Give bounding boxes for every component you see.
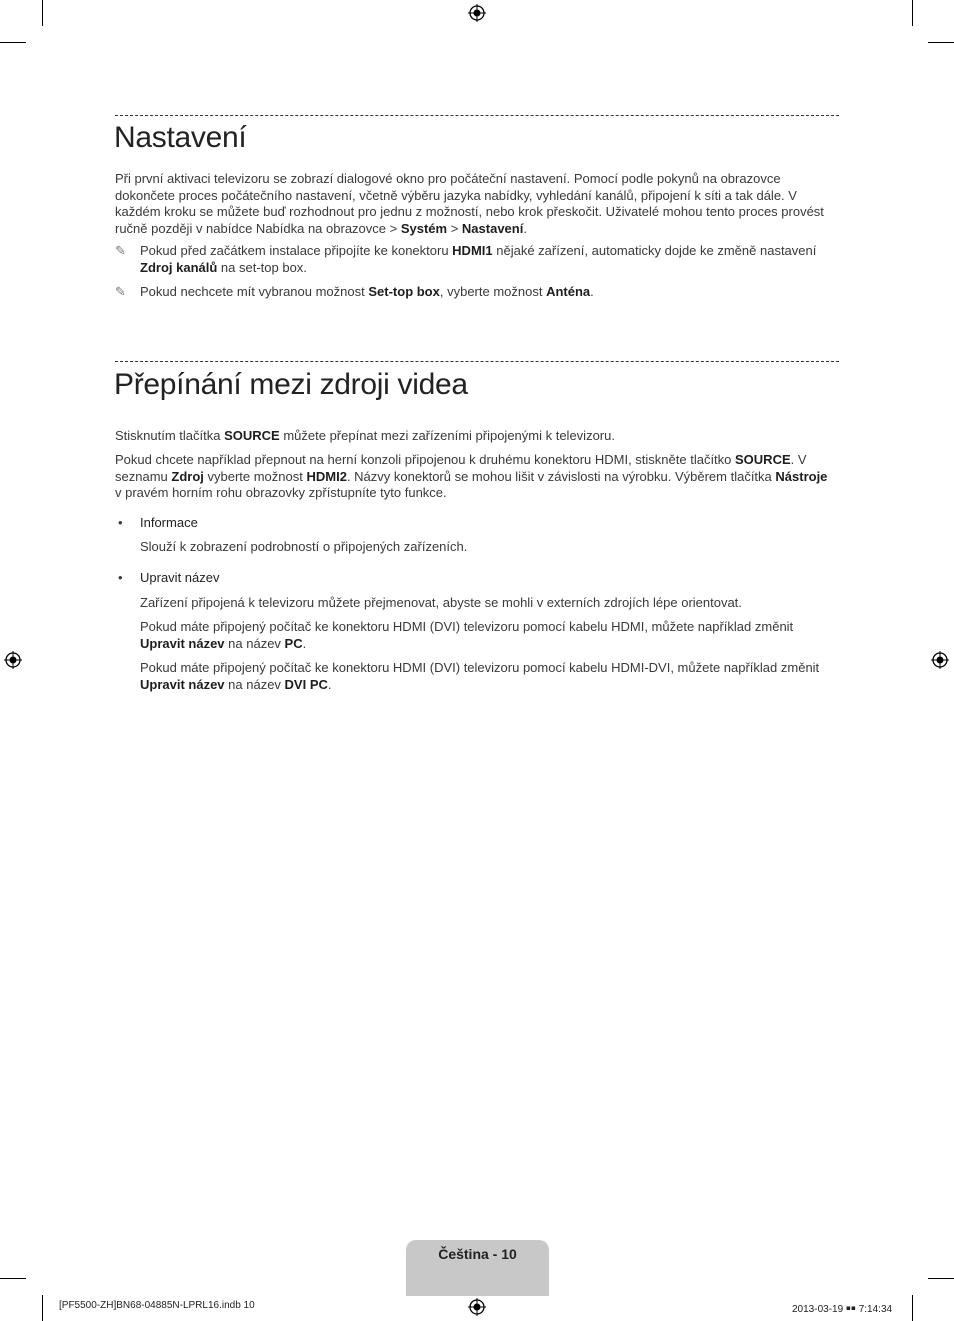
section-divider bbox=[115, 115, 839, 116]
upravit-nazev-hdmi-dvi: Pokud máte připojený počítač ke konektoru HDMI (DVI) televizoru pomocí kabelu HDMI-DVI, můžete například změnit Upravit název na název DVI PC. bbox=[140, 660, 820, 692]
section-title-nastaveni: Nastavení bbox=[114, 121, 247, 154]
bullet-label-informace: Informace bbox=[140, 515, 198, 530]
footer-datetime: 2013-03-19 ￭￭ 7:14:34 bbox=[792, 1304, 893, 1315]
registration-mark-icon bbox=[468, 1298, 486, 1316]
page-number: Čeština - 10 bbox=[438, 1246, 517, 1262]
footer-file-info: [PF5500-ZH]BN68-04885N-LPRL16.indb 10 bbox=[59, 1300, 255, 1311]
bullet-symbol: • bbox=[118, 570, 123, 585]
source-paragraph: Stisknutím tlačítka SOURCE můžete přepínat mezi zařízeními připojenými k televizoru. bbox=[115, 428, 615, 443]
pencil-note-icon: ✎ bbox=[115, 284, 126, 299]
upravit-nazev-text: Zařízení připojená k televizoru můžete přejmenovat, abyste se mohli v externích zdrojích lépe orientovat. bbox=[140, 595, 742, 610]
registration-mark-icon bbox=[4, 651, 22, 669]
note-set-top-box bbox=[115, 284, 835, 301]
upravit-nazev-hdmi: Pokud máte připojený počítač ke konektoru HDMI (DVI) televizoru pomocí kabelu HDMI, můžete například změnit Upravit název na název PC. bbox=[140, 619, 794, 651]
crop-mark bbox=[42, 0, 43, 26]
crop-mark bbox=[0, 1278, 26, 1279]
crop-mark bbox=[912, 1295, 913, 1321]
bullet-label-upravit-nazev: Upravit název bbox=[140, 570, 220, 585]
crop-mark bbox=[912, 0, 913, 26]
section-title-prepinani: Přepínání mezi zdroji videa bbox=[114, 368, 468, 401]
informace-text: Slouží k zobrazení podrobností o připojených zařízeních. bbox=[140, 539, 468, 554]
page-number-tab bbox=[406, 1240, 549, 1296]
registration-mark-icon bbox=[931, 651, 949, 669]
note-text: Pokud nechcete mít vybranou možnost Set-top box, vyberte možnost Anténa. bbox=[140, 284, 594, 299]
crop-mark bbox=[928, 1278, 954, 1279]
pencil-note-icon: ✎ bbox=[115, 243, 126, 258]
section-divider bbox=[115, 361, 839, 362]
crop-mark bbox=[928, 42, 954, 43]
example-paragraph: Pokud chcete například přepnout na herní konzoli připojenou k druhému konektoru HDMI, stiskněte tlačítko SOURCE. V seznamu Zdroj vyberte možnost HDMI2. Názvy konektorů se mohou lišit v závislosti na výrobku. Výběrem tlačítka Nástroje v pravém horním rohu obrazovky zpřístupníte tyto funkce. bbox=[115, 452, 828, 500]
note-text: Pokud před začátkem instalace připojíte ke konektoru HDMI1 nějaké zařízení, automaticky dojde ke změně nastavení Zdroj kanálů na set-top box. bbox=[140, 243, 817, 275]
intro-paragraph: Při první aktivaci televizoru se zobrazí dialogové okno pro počáteční nastavení. Pomocí podle pokynů na obrazovce dokončete proces počátečního nastavení, včetně výběru jazyka nabídky, vyhledání kanálů, připojení k síti a tak dále. V každém kroku se můžete buď rozhodnout pro jednu z možností, nebo krok přeskočit. Uživatelé mohou tento proces provést ručně později v nabídce Nabídka na obrazovce > Systém > Nastavení. bbox=[115, 171, 824, 236]
crop-mark bbox=[42, 1295, 43, 1321]
registration-mark-icon bbox=[468, 4, 486, 22]
bullet-symbol: • bbox=[118, 515, 123, 530]
note-hdmi1 bbox=[115, 243, 835, 276]
crop-mark bbox=[0, 42, 26, 43]
